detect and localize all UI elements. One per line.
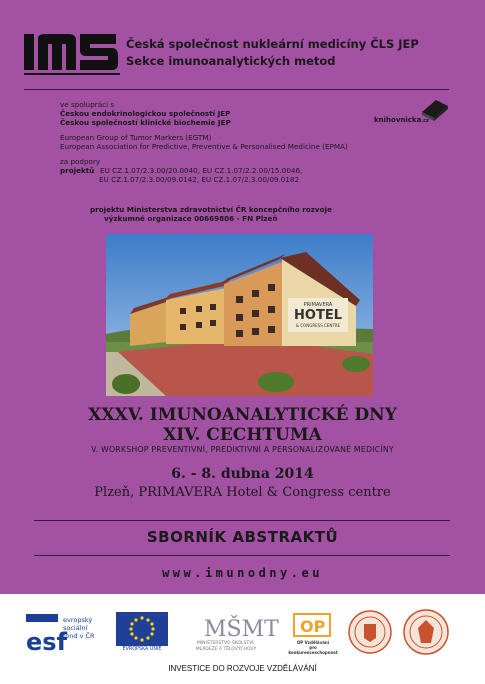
- event-title-block: [0, 404, 485, 503]
- msmt-label1: MINISTERSTVO ŠKOLSTVÍ,: [196, 641, 256, 646]
- hotel-sign-line2: HOTEL: [294, 308, 342, 323]
- eu-label: EVROPSKÁ UNIE: [122, 647, 162, 652]
- esf-text: [63, 616, 95, 640]
- knihovnicka-logo: [374, 116, 429, 124]
- hotel-photo: [106, 234, 373, 396]
- grant-line-1: [60, 166, 390, 175]
- society-name: [126, 36, 419, 70]
- event-date: 6. - 8. dubna 2014: [171, 466, 314, 482]
- ims-logo: [24, 30, 120, 76]
- esf-logo-text: esf: [26, 628, 68, 656]
- esf-line1: evropský: [63, 616, 93, 624]
- sbornik-title: SBORNÍK ABSTRAKTŮ: [146, 528, 339, 546]
- coop-org2: Českou společností klinické biochemie JEP: [60, 118, 231, 127]
- society-line2: Sekce imunoanalytických metod: [126, 54, 336, 68]
- event-title2: XIV. CECHTUMA: [163, 425, 322, 445]
- hotel-sign-line1: PRIMAVERA: [303, 302, 333, 308]
- esf-line3: fond v ČR: [63, 632, 95, 640]
- cooperation-block: [60, 100, 390, 184]
- msmt-logo-text: MŠMT: [204, 617, 279, 642]
- coop-intro: ve spolupráci s: [60, 100, 115, 109]
- website-url[interactable]: www.imunodny.eu: [162, 566, 323, 580]
- knihovnicka-suffix: .cz: [421, 118, 430, 124]
- op-text: [286, 640, 340, 655]
- op-label1: OP Vzdělávání: [296, 640, 330, 645]
- investice-slogan: INVESTICE DO ROZVOJE VZDĚLÁVÁNÍ: [168, 664, 317, 673]
- ministry-line1: projektu Ministerstva zdravotnictví ČR koncepčního rozvoje: [90, 205, 332, 214]
- divider-top: [34, 520, 450, 521]
- op-logo-text: OP: [300, 617, 326, 636]
- msmt-text: [176, 641, 276, 652]
- event-venue: Plzeň, PRIMAVERA Hotel & Congress centre: [94, 485, 391, 500]
- society-line1: Česká společnost nukleární medicíny ČLS JEP: [126, 37, 419, 51]
- grants-label: projektů: [60, 166, 95, 175]
- hotel-sign-line3: & CONGRESS CENTRE: [295, 323, 341, 328]
- event-title1: XXXV. IMUNOANALYTICKÉ DNY: [88, 405, 397, 425]
- esf-line2: sociální: [63, 624, 88, 632]
- knihovnicka-label: knihovnicka: [374, 116, 422, 124]
- coop-org4: European Association for Predictive, Preventive & Personalised Medicine (EPMA): [60, 142, 348, 151]
- university-seal-icon: [348, 610, 392, 654]
- coop-org3: European Group of Tumor Markers (EGTM): [60, 133, 212, 142]
- op-label2: pro konkurenceschopnost: [288, 645, 338, 655]
- ministry-line2: výzkumné organizace 00669806 - FN Plzeň: [104, 214, 278, 223]
- msmt-label2: MLÁDEŽE A TĚLOVÝCHOVY: [195, 646, 257, 652]
- divider-bottom: [34, 555, 450, 556]
- faculty-seal-icon: [403, 609, 449, 655]
- support-intro: za podpory: [60, 157, 101, 166]
- event-subtitle: V. WORKSHOP PREVENTIVNÍ, PREDIKTIVNÍ A PERSONALIZOVANÉ MEDICÍNY: [91, 445, 394, 454]
- grants-line1: EU CZ.1.07/2.3.00/20.0040, EU CZ.1.07/2.2.00/15.0046,: [100, 166, 303, 175]
- grants-line2: EU CZ.1.07/2.3.00/09.0142, EU CZ.1.07/2.3.00/09.0182: [99, 175, 300, 184]
- ministry-support: [90, 205, 360, 223]
- coop-org1: Českou endokrinologickou společností JEP: [60, 109, 231, 118]
- top-divider: [24, 89, 449, 90]
